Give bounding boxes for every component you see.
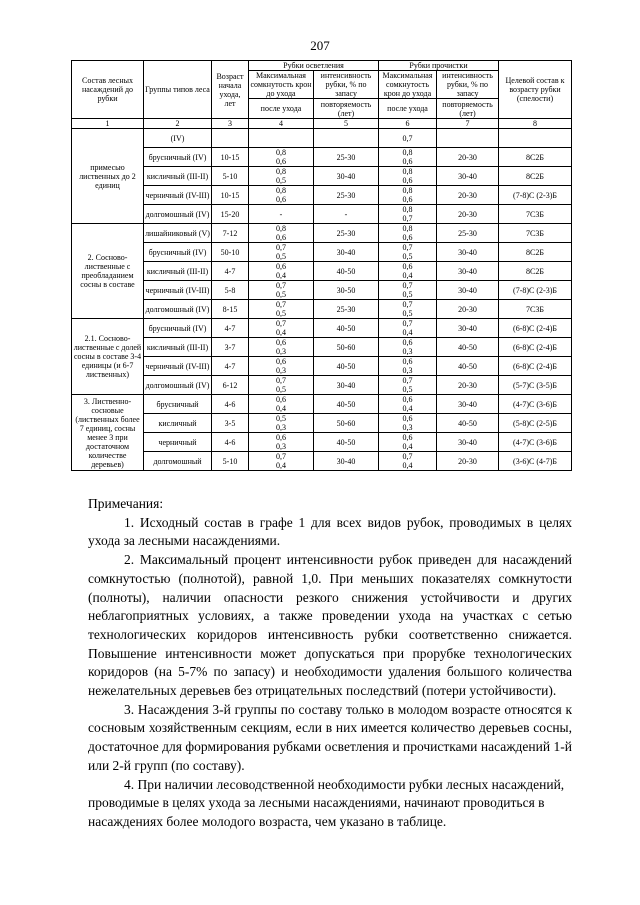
- note-item: 4. При наличии лесоводственной необходимости рубки лесных насаждений, проводимые в целях ухода за лесными насаждениями, начинают проводиться в насаждениях более молодого возраста, чем указано в таблице.: [88, 776, 565, 829]
- target-composition-cell: (3-6)С (4-7)Б: [499, 452, 572, 471]
- proch-density-cell-after: 0,7: [402, 214, 413, 223]
- osv-intensity-cell: 50-60: [314, 414, 379, 433]
- proch-density-cell-max: 0,7: [402, 300, 413, 309]
- osv-intensity-cell: 25-30: [314, 300, 379, 319]
- forest-type-cell: кисличный: [144, 414, 212, 433]
- table-row: [72, 205, 572, 224]
- header-intensity: интенсивность рубки, % по запасу: [314, 71, 379, 99]
- osv-density-cell-max: 0,6: [276, 357, 286, 366]
- table-row: [72, 376, 572, 395]
- forest-type-cell: брусничный (IV): [144, 243, 212, 262]
- table-row: [72, 281, 572, 300]
- proch-density-cell: [379, 148, 437, 167]
- start-age-cell: [212, 129, 249, 148]
- forest-type-cell: долгомошный (IV): [144, 205, 212, 224]
- target-composition-cell: 8С2Б: [499, 148, 572, 167]
- target-composition-cell: 8С2Б: [499, 262, 572, 281]
- group-label: примесью лиственных до 2 единиц: [72, 129, 144, 224]
- osv-density-cell-after: 0,5: [276, 176, 286, 185]
- start-age-cell: 5-8: [212, 281, 249, 300]
- osv-density-cell-max: 0,6: [276, 433, 286, 442]
- osv-density-cell: [249, 148, 314, 167]
- proch-intensity-cell: 25-30: [437, 224, 499, 243]
- proch-density-cell-max: 0,7: [402, 452, 413, 461]
- column-number: 2: [144, 119, 212, 129]
- osv-intensity-cell: [314, 129, 379, 148]
- proch-density-cell-after: 0,4: [402, 404, 413, 413]
- header-intensity: интенсивность рубки, % по запасу: [437, 71, 499, 99]
- proch-density-cell: [379, 262, 437, 281]
- forest-type-cell: лишайниковый (V): [144, 224, 212, 243]
- forest-type-cell: (IV): [144, 129, 212, 148]
- target-composition-cell: 8С2Б: [499, 243, 572, 262]
- osv-density-cell: [249, 205, 314, 224]
- thinning-table: [71, 60, 572, 471]
- header-repeat: повторяемость (лет): [314, 99, 379, 119]
- note-item: 3. Насаждения 3-й группы по составу только в молодом возрасте относятся к сосновым хозяйственным секциям, если в них имеется количество деревьев сосны, достаточное для формирования рубками осветления и прочистками насаждений 1-й или 2-й групп (по составу).: [88, 701, 572, 773]
- proch-density-cell: [379, 376, 437, 395]
- start-age-cell: 4-6: [212, 395, 249, 414]
- target-composition-cell: (4-7)С (3-6)Б: [499, 395, 572, 414]
- osv-intensity-cell: 40-50: [314, 319, 379, 338]
- osv-density-cell: [249, 452, 314, 471]
- osv-intensity-cell: 25-30: [314, 224, 379, 243]
- osv-density-cell: [249, 243, 314, 262]
- header-after-care: после ухода: [249, 99, 314, 119]
- table-row: [72, 319, 572, 338]
- proch-density-cell-max: 0,7: [402, 376, 413, 385]
- start-age-cell: 7-12: [212, 224, 249, 243]
- proch-density-cell-after: 0,3: [402, 423, 413, 432]
- column-number: 4: [249, 119, 314, 129]
- proch-density-cell-after: 0,5: [402, 309, 413, 318]
- target-composition-cell: 7С3Б: [499, 300, 572, 319]
- proch-intensity-cell: 20-30: [437, 376, 499, 395]
- table-body: [72, 129, 572, 471]
- proch-intensity-cell: 40-50: [437, 357, 499, 376]
- osv-density-cell: [249, 338, 314, 357]
- proch-density-cell-after: 0,4: [402, 442, 413, 451]
- proch-density-cell-max: 0,8: [402, 186, 413, 195]
- osv-intensity-cell: 40-50: [314, 357, 379, 376]
- forest-type-cell: черничный (IV-III): [144, 186, 212, 205]
- header-max-density: Максимальная сомкнутость крон до ухода: [379, 71, 437, 99]
- table-row: [72, 452, 572, 471]
- target-composition-cell: 7С3Б: [499, 205, 572, 224]
- osv-intensity-cell: 30-40: [314, 452, 379, 471]
- proch-density-cell-max: 0,7: [402, 243, 413, 252]
- osv-density-cell-after: 0,4: [276, 461, 286, 470]
- proch-density-cell: [379, 338, 437, 357]
- proch-density-cell-after: 0,6: [402, 176, 413, 185]
- proch-density-cell: [379, 129, 437, 148]
- header-forest-types: Группы типов леса: [144, 61, 212, 119]
- osv-density-cell: [249, 281, 314, 300]
- forest-type-cell: черничный (IV-III): [144, 357, 212, 376]
- osv-density-cell-max: 0,6: [276, 262, 286, 271]
- osv-density-cell: [249, 376, 314, 395]
- forest-type-cell: черничный (IV-III): [144, 281, 212, 300]
- proch-intensity-cell: 20-30: [437, 148, 499, 167]
- proch-intensity-cell: 20-30: [437, 186, 499, 205]
- target-composition-cell: 8С2Б: [499, 167, 572, 186]
- proch-intensity-cell: [437, 129, 499, 148]
- osv-density-cell-max: 0,7: [276, 376, 286, 385]
- osv-intensity-cell: 30-40: [314, 167, 379, 186]
- proch-density-cell: [379, 167, 437, 186]
- proch-density-cell-max: 0,6: [402, 414, 413, 423]
- proch-density-cell-after: 0,5: [402, 290, 413, 299]
- osv-density-cell-max: 0,7: [276, 281, 286, 290]
- target-composition-cell: 7С3Б: [499, 224, 572, 243]
- header-osvetlenie: Рубки осветления: [249, 61, 379, 71]
- proch-density-cell: [379, 452, 437, 471]
- proch-density-cell-max: 0,6: [402, 262, 413, 271]
- column-number: 6: [379, 119, 437, 129]
- osv-density-cell-max: 0,7: [276, 452, 286, 461]
- start-age-cell: 4-7: [212, 262, 249, 281]
- proch-density-cell: [379, 414, 437, 433]
- proch-density-cell-after: 0,3: [402, 366, 413, 375]
- osv-density-cell-after: 0,4: [276, 271, 286, 280]
- osv-intensity-cell: 50-60: [314, 338, 379, 357]
- proch-density-cell: [379, 205, 437, 224]
- osv-density-cell-max: 0,7: [276, 243, 286, 252]
- proch-intensity-cell: 30-40: [437, 395, 499, 414]
- column-number: 7: [437, 119, 499, 129]
- header-prochistka: Рубки прочистки: [379, 61, 499, 71]
- proch-density-cell: [379, 243, 437, 262]
- proch-density-cell-max: 0,6: [402, 395, 413, 404]
- osv-density-cell-max: 0,8: [276, 186, 286, 195]
- osv-intensity-cell: 25-30: [314, 186, 379, 205]
- target-composition-cell: (6-8)С (2-4)Б: [499, 357, 572, 376]
- osv-density-cell-after: 0,5: [276, 252, 286, 261]
- start-age-cell: 5-10: [212, 167, 249, 186]
- proch-density-cell-max: 0,7: [402, 281, 413, 290]
- proch-density-cell-max: 0,8: [402, 167, 413, 176]
- proch-intensity-cell: 30-40: [437, 281, 499, 300]
- proch-density-cell: [379, 357, 437, 376]
- proch-intensity-cell: 30-40: [437, 262, 499, 281]
- start-age-cell: 15-20: [212, 205, 249, 224]
- osv-density-cell-max: 0,6: [276, 338, 286, 347]
- proch-density-cell-after: 0,4: [402, 461, 413, 470]
- osv-density-cell-max: 0,8: [276, 148, 286, 157]
- target-composition-cell: (5-8)С (2-5)Б: [499, 414, 572, 433]
- osv-intensity-cell: 40-50: [314, 262, 379, 281]
- header-composition: Состав лесных насаждений до рубки: [72, 61, 144, 119]
- proch-density-cell-after: 0,5: [402, 385, 413, 394]
- proch-density-cell-after: 0,6: [402, 195, 413, 204]
- osv-density-cell-after: 0,4: [276, 328, 286, 337]
- header-max-density: Максимальная сомкнутость крон до ухода: [250, 71, 312, 98]
- proch-density-cell: [379, 433, 437, 452]
- group-label: 2. Сосново-лиственные с преобладанием сосны в составе: [72, 224, 144, 319]
- table-row: [72, 357, 572, 376]
- osv-density-cell: [249, 167, 314, 186]
- osv-density-cell-max: 0,7: [276, 319, 286, 328]
- note-item: 2. Максимальный процент интенсивности рубок приведен для насаждений сомкнутостью (полнотой), равной 1,0. При меньших показателях сомкнутости (полноты), наличии опасности резкого снижения устойчивости и других неблагоприятных условиях, а также проведении ухода на участках с сетью технологических коридоров интенсивность рубки соответственно снижается. Повышение интенсивности может допускаться при прорубке технологических коридоров (на 5-7% по запасу) и необходимости удаления большого количества нежелательных деревьев без отрицательных последствий (потери устойчивости).: [88, 552, 572, 699]
- table-row: [72, 186, 572, 205]
- start-age-cell: 3-7: [212, 338, 249, 357]
- proch-density-cell-max: 0,8: [402, 148, 413, 157]
- target-composition-cell: (6-8)С (2-4)Б: [499, 319, 572, 338]
- column-number: 3: [212, 119, 249, 129]
- proch-intensity-cell: 40-50: [437, 414, 499, 433]
- table-row: [72, 167, 572, 186]
- start-age-cell: 4-7: [212, 319, 249, 338]
- target-composition-cell: (6-8)С (2-4)Б: [499, 338, 572, 357]
- start-age-cell: 4-6: [212, 433, 249, 452]
- proch-density-cell-max: 0,7: [402, 319, 413, 328]
- forest-type-cell: брусничный: [144, 395, 212, 414]
- group-label: 3. Лиственно-сосновые (лиственных более 7 единиц, сосны менее 3 при достаточном количестве деревьев): [72, 395, 144, 471]
- start-age-cell: 50-10: [212, 243, 249, 262]
- osv-density-cell: [249, 300, 314, 319]
- osv-density-cell-max: 0,8: [276, 224, 286, 233]
- osv-density-cell-after: 0,5: [276, 309, 286, 318]
- proch-density-cell-max: 0,6: [402, 357, 413, 366]
- forest-type-cell: долгомошный: [144, 452, 212, 471]
- proch-density-cell: [379, 281, 437, 300]
- osv-intensity-cell: -: [314, 205, 379, 224]
- osv-intensity-cell: 30-50: [314, 281, 379, 300]
- osv-density-cell: [249, 433, 314, 452]
- proch-intensity-cell: 20-30: [437, 300, 499, 319]
- notes-heading: Примечания:: [88, 496, 164, 511]
- proch-intensity-cell: 40-50: [437, 338, 499, 357]
- column-number: 1: [72, 119, 144, 129]
- note-item: 1. Исходный состав в графе 1 для всех видов рубок, проводимых в целях ухода за лесными насаждениями.: [88, 514, 572, 549]
- proch-density-cell: [379, 224, 437, 243]
- osv-density-cell-max: 0,8: [276, 167, 286, 176]
- osv-density-cell-max: 0,7: [276, 300, 286, 309]
- osv-intensity-cell: 40-50: [314, 395, 379, 414]
- proch-density-cell-after: 0,4: [402, 271, 413, 280]
- proch-density-cell: [379, 186, 437, 205]
- proch-density-cell-after: 0,6: [402, 157, 413, 166]
- osv-density-cell-after: 0,5: [276, 385, 286, 394]
- forest-type-cell: черничный: [144, 433, 212, 452]
- proch-density-cell: [379, 319, 437, 338]
- proch-density-cell: [379, 300, 437, 319]
- proch-density-cell-after: 0,6: [402, 233, 413, 242]
- osv-density-cell: [249, 186, 314, 205]
- forest-type-cell: долгомошный (IV): [144, 300, 212, 319]
- table-row: [72, 338, 572, 357]
- start-age-cell: 8-15: [212, 300, 249, 319]
- target-composition-cell: [499, 129, 572, 148]
- table-row: [72, 262, 572, 281]
- osv-density-cell-after: 0,6: [276, 195, 286, 204]
- page-number: 207: [310, 38, 330, 53]
- start-age-cell: 10-15: [212, 148, 249, 167]
- osv-density-cell-after: 0,4: [276, 404, 286, 413]
- osv-density-cell: [249, 319, 314, 338]
- start-age-cell: 10-15: [212, 186, 249, 205]
- target-composition-cell: (7-8)С (2-3)Б: [499, 281, 572, 300]
- forest-type-cell: брусничный (IV): [144, 148, 212, 167]
- osv-density-cell-after: 0,3: [276, 442, 286, 451]
- proch-density-cell-max: 0,6: [402, 338, 413, 347]
- osv-density-cell-max: 0,6: [276, 395, 286, 404]
- target-composition-cell: (4-7)С (3-6)Б: [499, 433, 572, 452]
- column-number-row: [72, 119, 572, 129]
- proch-density-cell-after: 0,7: [402, 133, 413, 143]
- proch-density-cell-max: 0,8: [402, 224, 413, 233]
- start-age-cell: 4-7: [212, 357, 249, 376]
- osv-intensity-cell: 40-50: [314, 433, 379, 452]
- table-row: [72, 224, 572, 243]
- group-label: 2.1. Сосново-лиственные с долей сосны в составе 3-4 единицы (и 6-7 лиственных): [72, 319, 144, 395]
- proch-intensity-cell: 30-40: [437, 167, 499, 186]
- target-composition-cell: (7-8)С (2-3)Б: [499, 186, 572, 205]
- forest-type-cell: брусничный (IV): [144, 319, 212, 338]
- header-repeat: повторяемость (лет): [437, 99, 499, 119]
- osv-density-cell: [249, 129, 314, 148]
- osv-density-cell-after: 0,6: [276, 157, 286, 166]
- osv-density-cell: [249, 357, 314, 376]
- osv-density-cell-max: 0,5: [276, 414, 286, 423]
- header-start-age: Возраст начала ухода, лет: [212, 61, 249, 119]
- osv-intensity-cell: 30-40: [314, 376, 379, 395]
- proch-intensity-cell: 30-40: [437, 319, 499, 338]
- header-target: Целевой состав к возрасту рубки (спелости): [499, 61, 572, 119]
- osv-density-cell-after: 0,5: [276, 290, 286, 299]
- forest-type-cell: кисличный (III-II): [144, 338, 212, 357]
- header-after-care: после ухода: [379, 99, 437, 119]
- proch-intensity-cell: 30-40: [437, 433, 499, 452]
- proch-intensity-cell: 30-40: [437, 243, 499, 262]
- osv-density-cell-after: 0,3: [276, 366, 286, 375]
- forest-type-cell: долгомошный (IV): [144, 376, 212, 395]
- table-row: [72, 148, 572, 167]
- proch-density-cell-max: 0,8: [402, 205, 413, 214]
- proch-density-cell-max: 0,6: [402, 433, 413, 442]
- osv-density-cell: [249, 414, 314, 433]
- table-row: [72, 433, 572, 452]
- table-row: [72, 414, 572, 433]
- start-age-cell: 3-5: [212, 414, 249, 433]
- osv-density-cell-after: 0,3: [276, 347, 286, 356]
- proch-intensity-cell: 20-30: [437, 452, 499, 471]
- proch-density-cell-after: 0,4: [402, 328, 413, 337]
- osv-intensity-cell: 30-40: [314, 243, 379, 262]
- osv-density-cell: [249, 262, 314, 281]
- table-row: [72, 243, 572, 262]
- osv-density-cell-max: -: [279, 209, 283, 219]
- osv-density-cell-after: 0,3: [276, 423, 286, 432]
- proch-density-cell-after: 0,3: [402, 347, 413, 356]
- forest-type-cell: кисличный (III-II): [144, 167, 212, 186]
- start-age-cell: 5-10: [212, 452, 249, 471]
- notes: [88, 495, 572, 832]
- column-number: 8: [499, 119, 572, 129]
- table-row: [72, 129, 572, 148]
- table-row: [72, 300, 572, 319]
- proch-intensity-cell: 20-30: [437, 205, 499, 224]
- target-composition-cell: (5-7)С (3-5)Б: [499, 376, 572, 395]
- table-row: [72, 395, 572, 414]
- column-number: 5: [314, 119, 379, 129]
- osv-density-cell: [249, 224, 314, 243]
- proch-density-cell-after: 0,5: [402, 252, 413, 261]
- forest-type-cell: кисличный (III-II): [144, 262, 212, 281]
- osv-intensity-cell: 25-30: [314, 148, 379, 167]
- proch-density-cell: [379, 395, 437, 414]
- start-age-cell: 6-12: [212, 376, 249, 395]
- osv-density-cell: [249, 395, 314, 414]
- osv-density-cell-after: 0,6: [276, 233, 286, 242]
